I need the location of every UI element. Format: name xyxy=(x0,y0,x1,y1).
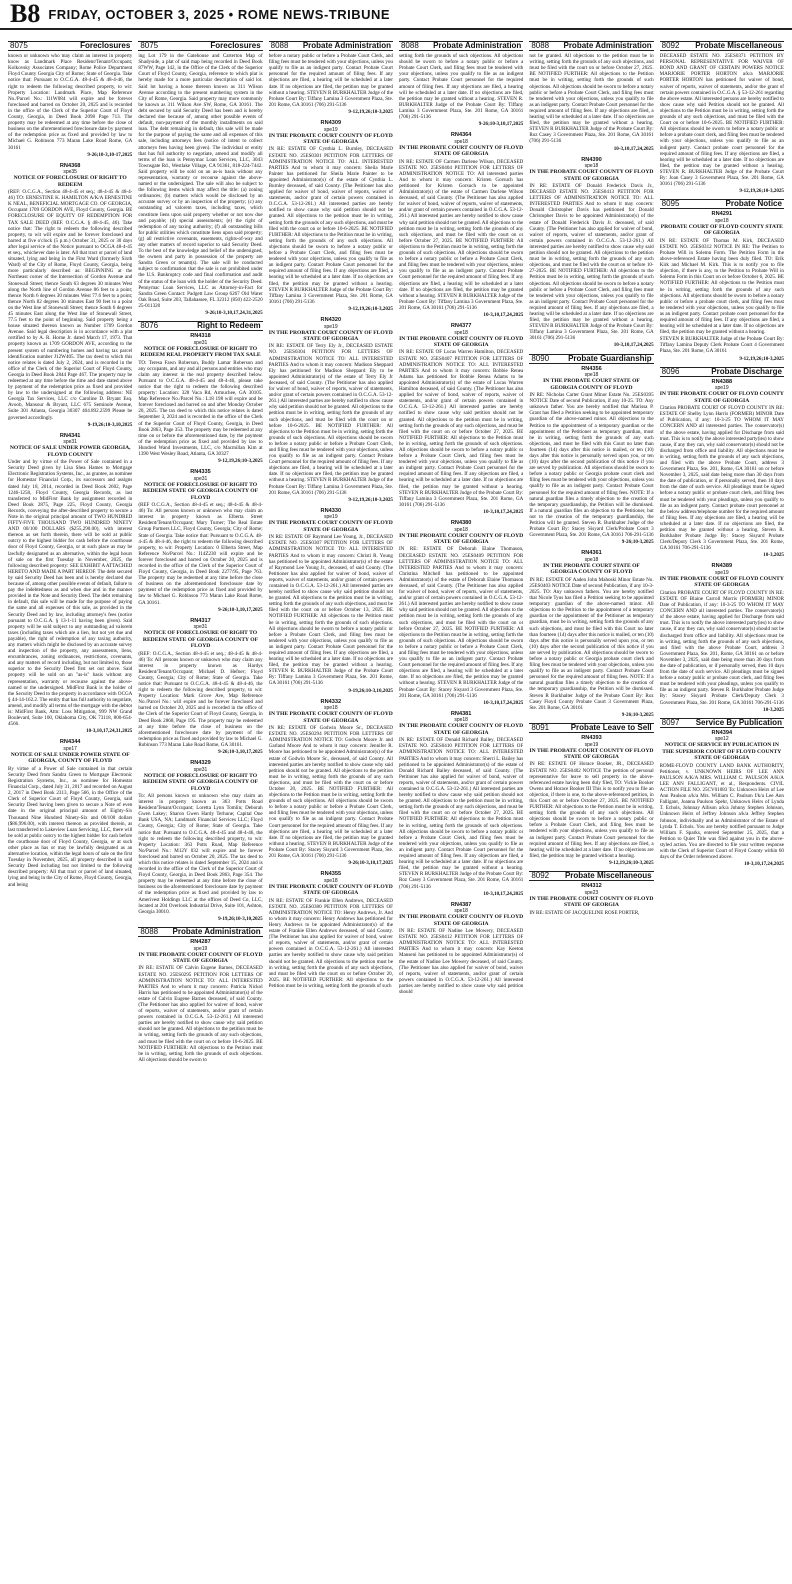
masthead xyxy=(0,0,792,30)
section-code: 8092 xyxy=(531,871,550,881)
notice-code: spe19 xyxy=(324,126,338,133)
notice-code: spe18 xyxy=(454,717,468,724)
notice-run-dates: 9-26;10-3,2025 xyxy=(621,539,654,546)
notice-body: Under and by virtue of the Power of Sale contained in a Security Deed given by Lisa Shea Hames to Mortgage Electronic Registration Systems, Inc., as grantee, as nominee for Homestar Financial Corp., its successors and assigns dated July 18, 2014, recorded in Deed Book 2602, Page 1246-1258, Floyd County, Georgia Records, as last transferred to MidFirst Bank by assignment recorded in Deed Book 2875, Page 225, Floyd County, Georgia Records, conveying the after-described property to secure a Note in the original principal amount of TWO HUNDRED FIFTY-FIVE THOUSAND TWO HUNDRED NINETY AND 00/100 DOLLARS ($255,290.00), with interest thereon as set forth therein, there will be sold at public outcry to the highest bidder for cash before the courthouse door of Floyd County, Georgia, or at such place as may be lawfully designated as an alternative, within the legal hours of sale on the first Tuesday in November, 2025, the following described property: SEE EXHIBIT A ATTACHED HERETO AND MADE A PART HEREOF. The debt secured by said Security Deed has been and is hereby declared due because of, among other possible events of default, failure to pay the indebtedness as and when due and in the manner provided in the Note and Security Deed. The debt remaining in default, this sale will be made for the purpose of paying the same and all expenses of this sale, as provided in the Security Deed and by law, including attorney's fees (notice pursuant to O.C.G.A. § 13-1-11 having been given). Said property will be sold subject to any outstanding ad valorem taxes (including taxes which are a lien, but not yet due and payable), the right of redemption of any taxing authority, any matters which might be disclosed by an accurate survey and inspection of the property, any assessments, liens, encumbrances, zoning ordinances, restrictions, covenants, and any matters of record including, but not limited to, those superior to the Security Deed first set out above. Said property will be sold on an "as-is" basis without any representation, warranty or recourse against the above-named or the undersigned. MidFirst Bank is the holder of the Security Deed to the property in accordance with OCGA § 44-14-162.2. The entity that has full authority to negotiate, amend, and modify all terms of the mortgage with the debtor is: MidFirst Bank, Attn: Loss Mitigation, 999 NW Grand Boulevard, Suite 100, Oklahoma City, OK 73118, 800-654-4566. xyxy=(8,459,133,728)
notice-run-dates: 9-26;10-3,2025 xyxy=(621,711,654,718)
notice-body: IN RE: ESTATE OF Calvin Eugene Barnes, DECEASED ESTATE NO. 25ES0295 PETITION FOR LETTERS OF ADMINISTRATION NOTICE TO: ALL INTERESTED PARTIES And to whom it may concern: Patricia Nickol Harris has petitioned to be appointed Administrator(s) of the estate of Calvin Eugene Barnes deceased, of said County. (The Petitioner has also applied for waiver of bond, waiver of reports, waiver of statements, and/or grant of certain powers contained in O.C.G.A. 53-12-261.) All interested parties are hereby notified to show cause why said petition should not be granted. All objections to the petition must be in writing, setting forth the grounds of any such objections, and must be filed with the court on or before 10-6-2025. BE NOTIFIED FURTHER: All objections to the Petition must be in writing, setting forth the grounds of such objections. All objections should be sworn to xyxy=(138,965,263,1063)
section-header xyxy=(529,354,653,364)
notice-id: RN4364 xyxy=(450,132,472,139)
column-2 xyxy=(138,38,262,1578)
notice-id: RN4389 xyxy=(711,563,733,570)
legal-notice xyxy=(269,699,393,867)
column-3 xyxy=(269,38,393,1578)
notice-title: IN THE PROBATE COURT COUNTY OF FLOYD STATE OF GEORGIA xyxy=(268,711,393,724)
notice-title: NOTICE OF SERVICE BY PUBLICATION IN THE SUPERIOR COURT OF FLOYD COUNTY STATE OF GEORGIA xyxy=(662,742,782,762)
notice-code: spe18 xyxy=(584,556,599,563)
notice-body: Citation PROBATE COURT OF FLOYD COUNTY IN RE: ESTATE OF Shelby Lynn Harris (FORMER) MINOR Date of Publication, if any: 10-3-25 TO WHOM IT MAY CONCERN AND all interested parties. The conservator(s) of the above estate, having applied for Discharge from said trust. This is to notify the above interested party(ies) to show cause, if any they can, why said conservator(s) should not be discharged from office and liability. All objections must be in writing, setting forth the grounds of any such objections, and filed with the above Probate Court, address 3 Government Plaza, Ste. 201, Rome, GA 30161 on or before November 3, 2025, said date being more than 30 days from the date of publication, or if personally served, then 10 days from the date of such service. All pleadings must be signed before a notary public or probate court clerk, and filing fees must be tendered with your pleadings, unless you qualify to file as an indigent party. Contact probate court personnel at the below address/telephone number for the required amount of filing fees. If any objections are filed, a hearing will be scheduled at a later date. If no objections are filed, the petition may be granted without a hearing. Steven R. Burkhalter Probate Judge By: Stacey Sisyard Probate Clerk/Deputy Clerk 3 Government Plaza, Ste. 201 Rome, GA 30161 706-291-5136 xyxy=(659,405,784,552)
notice-id: RN4388 xyxy=(711,378,733,385)
notice-run-dates: 9-26;10-3,10-17,2025 xyxy=(87,151,133,158)
notice-body: By virtue of a Power of Sale contained in that certain Security Deed from Sandra Green to Mortgage Electronic Registration Systems, Inc., as nominee for Homestar Financial Corp., dated July 31, 2017 and recorded on August 2, 2017 in Deed Book 2313, Page 566, in the Office of the Clerk of Superior Court of Floyd County, Georgia, said Security Deed having been given to secure a Note of even date in the original principal amount of Eighty-Six Thousand Nine Hundred Ninety-Six and 00/100 dollars ($86,996.00), with interest thereon as provided therein, as last transferred to Lakeview Loan Servicing, LLC, there will be sold at public outcry to the highest bidder for cash before the courthouse door of Floyd County, Georgia, or at such other place as has or may be lawfully designated as an alternative location, within the legal hours of sale on the first Tuesday in November, 2025, all property described in said Security Deed including but not limited to the following described property: All that tract or parcel of land situated, lying and being in the City of Rome, Floyd County, Georgia, and being xyxy=(8,765,133,888)
section-header xyxy=(399,41,523,51)
legal-notice xyxy=(8,739,132,887)
notice-code: spe19 xyxy=(584,741,599,748)
notice-body: IN RE: ESTATE OF Frankie Ellen Andrews, DECEASED ESTATE NO. 25ES0380 PETITION FOR LETTERS OF ADMINISTRATION NOTICE TO: Henry Andrews, Jr. And to whom it may concern: Henry Andrews has petitioned for Henry Andrews to be appointed Administrator(s) of the estate of Frankie Ellen Andrews deceased, of said County. (The Petitioner has also applied for waiver of bond, waiver of reports, waiver of statements, and/or grant of certain powers contained in O.C.G.A. 53-12-261.) All interested parties are hereby notified to show cause why said petition should not be granted. All objections to the petition must be in writing, setting forth the grounds of any such objections, and must be filed with the court on or before October 20, 2025. BE NOTIFIED FURTHER: All objections to the Petition must be in writing, setting forth the grounds of such xyxy=(268,897,393,989)
page-number: B8 xyxy=(10,0,41,28)
notice-title: IN THE PROBATE COURT OF FLOYD COUNTY STATE OF GEORGIA xyxy=(659,391,784,404)
section-code: 8092 xyxy=(661,41,680,50)
legal-notice xyxy=(529,157,653,349)
notice-code: spe12 xyxy=(714,736,729,743)
notice-run-dates: 9-26;10-3,10,17,2025 xyxy=(478,121,524,128)
notice-id: RN4355 xyxy=(320,871,342,878)
notice-code: spe31 xyxy=(193,624,208,631)
notice-id: RN4312 xyxy=(581,883,602,890)
legal-notice xyxy=(529,53,653,152)
section-header xyxy=(529,41,653,51)
notice-title: IN THE PROBATE COURT COUNTY OF FLOYD STATE OF GEORGIA xyxy=(399,532,524,545)
section-title: Probate Discharge xyxy=(711,366,782,376)
notice-body: DECEASED ESTATE NO. 25ES0371 PETITION BY PERSONAL REPRESENTATIVE FOR WAIVER OF BOND AND GRANT OF CERTAIN POWERS NOTICE MARJORIE PORTER HORTON a/k/a MARJORIE PORTER HORTON has petitioned for waiver of bond, waiver of reports, waiver of statements, and/or the grant of certain powers contained in O.C.G.A. § 53-12-261 regarding the above estate. All interested persons are hereby notified to show cause why said Petition should not be granted. All objections to the Petition must be in writing, setting forth the grounds of any such objections, and must be filed with the Court on or before 10-6-2025. BE NOTIFIED FURTHER: All objections should be sworn to before a notary public or before a probate court clerk, and filing fees must be tendered with your objections, unless you qualify to file as an indigent party. Contact probate court personnel for the required amount of filing fees. If any objections are filed, a hearing will be scheduled at a later date. If no objections are filed, the petition may be granted without a hearing. STEVEN R. BURKHALTER Judge of the Probate Court By: Joan Casey 3 Government Plaza, Ste. 201 Rome, GA 30161 (706) 291-5136 xyxy=(659,53,784,188)
notice-run-dates: 10-3,2025 xyxy=(763,552,784,559)
section-title: Foreclosures xyxy=(210,41,261,50)
notice-body: IN RE: ESTATE OF Horace Booker, JR., DECEASED ESTATE NO. 25ES0402 NOTICE The petition of personal representative for leave to sell property in the above-referenced estate having been duly filed, TO: Vickie Booker Owens and Horace Booker III This is to notify you to file an objection, if there is one, to the above-referenced petition, in this Court on or before October 27, 2025. BE NOTIFIED FURTHER: All objections to the Petition must be in writing, setting forth the grounds of any such objections. All objections should be sworn to before a notary public or before a Probate Court Clerk, and filing fees must be tendered with your objections, unless you qualify to file as an indigent party. Contact Probate Court personnel for the required amount of filing fees. If any objections are filed, a hearing will be scheduled at a later date. If no objections are filed, the petition may be granted without a hearing. xyxy=(529,761,654,859)
legal-notice-columns xyxy=(8,38,784,1578)
notice-signature: STEVEN R BURKHALTER Judge of the Probate Court By: Tiffany Lamina Deputy Clerk Probate Court 4 Government Plaza, Ste. 201 Rome, GA 30161 xyxy=(659,336,784,355)
legal-notice xyxy=(660,563,784,712)
notice-body: IN RE: ESTATE OF Donald Richard Bailey, DECEASED ESTATE NO. 25ES0410 PETITION FOR LETTERS OF ADMINISTRATION NOTICE TO: ALL INTERESTED PARTIES And to whom it may concern: Sherri L. Bailey has petitioned to be appointed Administrator(s) of the estate of Donald Richard Bailey deceased, of said County. (The Petitioner has also applied for waiver of bond, waiver of reports, waiver of statements, and/or grant of certain powers contained in O.C.G.A. 53-12-261.) All interested parties are hereby notified to show cause why said petition should not be granted. All objections to the petition must be in writing, setting forth the grounds of any such objections, and must be filed with the court on or before October 27, 2025. BE NOTIFIED FURTHER: All objections to the Petition must be in writing, setting forth the grounds of such objections. All objections should be sworn to before a notary public or before a Probate Court Clerk, and filing fees must be tendered with your objections, unless you qualify to file as an indigent party. Contact Probate Court personnel for the required amount of filing fees. If any objections are filed, a hearing will be scheduled at a later date. If no objections are filed, the petition may be granted without a hearing. STEVEN R BURKHALTER Judge of the Probate Court By: Roz Casey 3 Government Plaza, Ste. 201 Rome, GA 30161 (706) 291-5136 xyxy=(398,737,524,890)
notice-body: ing Lot 179 in the Gatehouse and Carterton Map of Shadyside, a plat of said map being recorded in Deed Book 87WW, Page 142, in the Office of the Clerk of the Superior Court of Floyd County, Georgia, reference to which plat is hereby made for a more particular description of said lot. Said lot having a house thereon known as 311 Wilson Avenue according to the present numbering system in the City of Rome, Georgia. Said property may more commonly be known as 311 Wilson Ave SW, Rome, GA 30161. The debt secured by said Security Deed has been and is hereby declared due because of, among other possible events of default, non-payment of the monthly installments on said loan. The debt remaining in default, this sale will be made for the purpose of paying the same and all expenses of this sale, including attorneys fees (notice of intent to collect attorneys fees having been given). The individual or entity that has full authority to negotiate, amend and modify all terms of the loan is Pennymac Loan Services, LLC, 3043 Townsgate Rd., Westlake Village, CA 91361, 818-224-7442. Said property will be sold on an as-is basis without any representation, warranty or recourse against the above-named or the undersigned. The sale will also be subject to the following items which may affect the title: (a) zoning ordinances; (b) matters which would be disclosed by an accurate survey or by an inspection of the property; (c) any outstanding ad valorem taxes, including taxes, which constitute liens upon said property whether or not now due and payable; (d) special assessments; (e) the right of redemption of any taxing authority; (f) all outstanding bills for public utilities which constitute liens upon said property; (g) all restrictive covenants, easements, rights-of-way and any other matters of record superior to said Security Deed. To the best of the knowledge and belief of the undersigned, the owners and party in possession of the property are Sandra Green or tenant(s). The sale will be conducted subject to confirmation that the sale is not prohibited under the U.S. Bankruptcy code and final confirmation and audit of the status of the loan with the holder of the Security Deed. Pennymac Loan Services, LLC as Attorney-in-Fact for Sandra Green Contact: Padgett Law Group 6267 Old Water Oak Road, Suite 203, Tallahassee, FL 32312 (850) 422-2520 25-011320 xyxy=(138,53,263,309)
notice-id: RN4380 xyxy=(450,520,472,526)
notice-code: spe35 xyxy=(63,169,77,176)
notice-code: spe18 xyxy=(584,163,599,170)
section-code: 8096 xyxy=(661,366,680,376)
notice-body: Citation PROBATE COURT OF FLOYD COUNTY IN RE: ESTATE OF Blaine Carroll Morris (FORMER) MINOR Date of Publication, if any: 10-3-25 TO WHOM IT MAY CONCERN AND all interested parties. The conservator(s) of the above estate, having applied for Discharge from said trust. This is to notify the above interested party(ies) to show cause, if any they can, why said conservator(s) should not be discharged from office and liability. All objections must be in writing, setting forth the grounds of any such objections, and filed with the above Probate Court, address 3 Government Plaza, Ste. 201, Rome, GA 30161 on or before November 3, 2025, said date being more than 30 days from the date of publication, or if personally served, then 10 days from the date of such service. All pleadings must be signed before a notary public or probate court clerk, and filing fees must be tendered with your pleadings, unless you qualify to file as an indigent party. Steven R. Burkhalter Probate Judge By: Stacey Sisyard Probate Clerk/Deputy Clerk 3 Government Plaza, Ste. 201 Rome, GA 30161 706-291-5136 xyxy=(659,589,784,706)
notice-id: RN4329 xyxy=(190,760,211,767)
legal-notice xyxy=(660,379,784,559)
notice-run-dates: 9-12,19,26;10-3,2025 xyxy=(739,188,784,195)
section-title: Probate Miscellaneous xyxy=(695,41,782,50)
notice-code: spe18 xyxy=(584,372,599,379)
notice-body: IN RE: ESTATE OF Deborah Elaine Thomason, DECEASED ESTATE NO. 25ES0409 PETITION FOR LETTERS OF ADMINISTRATION NOTICE TO: ALL INTERESTED PARTIES And to whom it may concern: Christina Mitchell has petitioned to be appointed Administrator(s) of the estate of Deborah Elaine Thomason deceased, of said County. (The Petitioner has also applied for waiver of bond, waiver of reports, waiver of statements, and/or grant of certain powers contained in O.C.G.A. 53-12-261.) All interested parties are hereby notified to show cause why said petition should not be granted. All objections to the petition must be in writing, setting forth the grounds of any such objections, and must be filed with the court on or before October 27, 2025. BE NOTIFIED FURTHER: All objections to the Petition must be in writing, setting forth the grounds of such objections. All objections should be sworn to before a notary public or before a Probate Court Clerk, and filing fees must be tendered with your objections, unless you qualify to file as an indigent party. Contact Probate Court personnel for the required amount of filing fees. If any objections are filed, a hearing will be scheduled at a later date. If no objections are filed, the petition may be granted without a hearing. STEVEN R BURKHALTER Judge of the Probate Court By: Stacey Sisyard 3 Government Plaza, Ste. 201 Rome, GA 30161 (706) 291-5136 xyxy=(398,546,524,699)
column-4 xyxy=(399,38,523,1578)
notice-body: (REF O.C.G.A., Section 48-4-45 et seq.; 48-4-45 & 48-4-46) To: All persons known or unknown who may claim an interest in property known as Elberta Street Resident/Tenant/Occupant; Mary Turner; The Real Estate Group Partners LLC, Floyd County, Georgia; City of Rome; State of Georgia. Take notice that: Pursuant to O.C.G.A. 48-4-45 & 48-4-46, the right to redeem the following described property, to wit: Property Location: 0 Elberta Street, Map Reference No/Parcel No.: I14Z230 will expire and be forever foreclosed and barred on October 20, 2025 and is recorded in the office of the Clerk of the Superior Court of Floyd County, Georgia, in Deed Book 2277/95, Page 763. The property may be redeemed at any time before the close of business on the aforementioned foreclosure date by payment of the redemption price as fixed and provided by law to Michael G. Robinson 773 Maran Lake Road Rome, GA 30161. xyxy=(138,502,263,606)
notice-id: RN4381 xyxy=(450,710,472,717)
section-code: 8075 xyxy=(140,41,159,50)
section-code: 8097 xyxy=(661,717,680,727)
notice-title: IN THE PROBATE COURT COUNTY OF FLOYD STATE OF GEORGIA xyxy=(399,914,524,927)
column-1 xyxy=(8,38,132,1578)
section-title: Probate Miscellaneous xyxy=(564,871,652,881)
notice-body: IN RE: ESTATE OF Aaden John Mahoski Minor Estate No. 25ES0403 NOTICE Date of second Publication, if any 10-3-2025. TO: Any unknown fathers. You are hereby notified that Nicole Tyus has filed a Petition seeking to be appointed temporary guardian of the above-named minor. All objections to the Petition to the appointment of a temporary guardian or the appointment of the Petitioner as temporary guardian, must be in writing, setting forth the grounds of any such objections, and must be filed with this Court no later than fourteen (14) days after this notice is mailed, or ten (10) days after this notice is personally served upon you, or ten (10) days after the second publication of this notice if you are served by publication. All objections should be sworn to before a notary public or Georgia probate court clerk and filing fees must be tendered with your objections, unless you qualify to file as an indigent party. Contact Probate Court personnel for the required amount of filing fees. NOTE: If a natural guardian files a timely objection to the creation of the temporary guardianship, the Petition will be dismissed. Steven R Burkhalter Judge of the Probate Court By: Roz Casey Floyd County Probate Court 3 Government Plaza, Ste. 201 Rome, GA 30161 xyxy=(529,576,654,711)
notice-id: RN4356 xyxy=(581,365,602,372)
legal-notice xyxy=(399,53,523,127)
section-title: Service By Publication xyxy=(695,717,782,727)
notice-id: RN4341 xyxy=(59,432,81,439)
section-title: Probate Administration xyxy=(433,41,522,50)
section-title: Right to Redeem xyxy=(197,321,261,331)
legal-notice xyxy=(269,53,393,115)
notice-run-dates: 10-3,10,17,24,31,2025 xyxy=(86,728,133,735)
legal-notice xyxy=(138,760,262,922)
notice-id: RN4390 xyxy=(581,156,602,163)
notice-body: TO: Teresa Fawn Roberson, Buddy Lamar Roberson and any occupants, and any and all persons and entities who may claim any interest in the real property described below. Pursuant to O.C.G.A. 48-4-45 and 48-4-46, please take notice that the right to redeem the following described property: Location: 328 Vaca Rd, Armuchee, GA 30105. Map Reference No./Parcel No.: L18 198 will expire and be forever foreclosed and barred on and after Monday October 20, 2025. The tax deed to which this notice relates is dated September 3, 2024 and is recorded in the office of the Clerk of the Superior Court of Floyd County, Georgia, in Deed Book 2863, Page 353. The property may be redeemed at any time on or before the aforementioned date, by the payment of the redemption price as fixed and provided by law to Hundred Wand Investments, LLC, c/o Macmillan Kim at 1390 West Wesley Road, Atlanta, GA 30327 xyxy=(138,359,263,458)
notice-run-dates: 9-19,26;10-3,10,2025 xyxy=(348,687,393,694)
notice-run-dates: 9-12,19,26;10-3,2025 xyxy=(348,108,393,115)
notice-code: spe19 xyxy=(193,945,208,952)
notice-body: IN RE: ESTATE OF Cynthia L. Burnley, DECEASED ESTATE NO. 25ES0301 PETITION FOR LETTERS OF ADMINISTRATION NOTICE TO: ALL INTERESTED PARTIES And to whom it may concern: Sheila Marie Painter has petitioned for Sheila Marie Painter to be appointed Administrator(s) of the estate of Cynthia L. Burnley deceased, of said County. (The Petitioner has also applied for waiver of bond, waiver of reports, waiver of statements, and/or grant of certain powers contained in O.C.G.A. 53-12-261.) All interested parties are hereby notified to show cause why said petition should not be granted. All objections to the petition must be in writing, setting forth the grounds of any such objections, and must be filed with the court on or before 10-6-2025. BE NOTIFIED FURTHER: All objections to the Petition must be in writing, setting forth the grounds of any such objections. All objections should be sworn to before a notary public or before a Probate Court Clerk, and filing fees must be tendered with your objections, unless you qualify to file as an indigent party. Contact Probate Court personnel for the required amount of filing fees. If any objections are filed, a hearing will be scheduled at a later date. If no objections are filed, the petition may be granted without a hearing. STEVEN R BURKHALTER Judge of the Probate Court By: Tiffany Lamina 3 Government Plaza, Ste. 201 Rome, GA 30161 (706) 291-5136 xyxy=(268,146,393,305)
legal-notice xyxy=(399,520,523,706)
notice-run-dates: 9-26;10-3,10,17,2025 xyxy=(218,606,263,613)
legal-notice xyxy=(529,550,653,718)
notice-id: RN4377 xyxy=(450,323,472,330)
notice-body: IN RE: ESTATE OF Nadine Lee Mowery, DECEASED ESTATE NO. 25ES0412 PETITION FOR LETTERS OF ADMINISTRATION NOTICE TO: ALL INTERESTED PARTIES And to whom it may concern: Kay Keeton Manseni has petitioned to be appointed Administrator(s) of the estate of Nadine Lee Mowery deceased, of said County. (The Petitioner has also applied for waiver of bond, waiver of reports, waiver of statements, and/or grant of certain powers contained in O.C.G.A. 53-12-261.) All interested parties are hereby notified to show cause why said petition should xyxy=(398,928,524,996)
notice-run-dates: 9-19,26;10-3,10,2025 xyxy=(87,421,133,428)
notice-title: IN THE PROBATE COURT COUNTY OF FLOYD STATE OF GEORGIA xyxy=(399,723,524,736)
section-header xyxy=(269,41,393,51)
column-6 xyxy=(660,38,784,1578)
legal-notice xyxy=(8,433,132,735)
notice-id: RN4309 xyxy=(320,120,342,127)
legal-notice xyxy=(269,871,393,989)
notice-title: IN THE PROBATE COURT STATE OF GEORGIA COUNTY OF FLOYD xyxy=(543,562,640,576)
notice-title: IN THE PROBATE COURT COUNTY OF FLOYD STATE OF GEORGIA xyxy=(529,895,654,909)
section-header xyxy=(660,199,784,209)
notice-code: spe18 xyxy=(454,138,468,145)
legal-notice xyxy=(660,53,784,194)
section-code: 8088 xyxy=(140,926,159,936)
section-code: 8075 xyxy=(10,41,28,50)
notice-run-dates: 9-12,19,26;10-3,2025 xyxy=(218,458,263,465)
legal-notice xyxy=(529,883,653,916)
notice-body: (REF: O.C.G.A., Section 48-4-45 et seq.; 48-4-45 & 48-4-46) TO: ERNESTINE K. HAMILTON A/K/A ERNESTINE K NEAL, BENEFICIAL MORTGAGE CO. OF GEORGIA, Occupant 1709 GORDON AVE, Floyd County, Georgia. BE FORECLOSURE OF EQUITY OF REDEMPTION FOR TAX SALE DEED (REF. O.C.G.A. § 48-4-45, 46). Take notice that: The right to redeem the following described property, to wit will expire and be forever foreclosed and barred at five o'clock (5 p.m.) October 31, 2025 or 30 days after legal service of the Notice pursuant to OCGA 48-4-45 et seq., whichever date is later. All that tract or parcel of land situated, lying and being in the First Ward (formerly Sixth Ward) of the City of Rome, Floyd County, Georgia, being more particularly described as: BEGINNING at the Northeast corner of the Intersection of Gordon Avenue and Stonewall Street; thence South 63 degrees 30 minutes West along the North line of Gordon Avenue 86 feet to a point; thence North 6 degrees 30 minutes West 77.6 feet to a point; thence North 82 degrees 30 minutes East 90 feet to a point on the West line of Stonewall Street; thence South 6 degrees 45 minutes East along the West line of Stonewall Street, 77.5 feet to the point of beginning. Said property being a house situated thereon known as Number 1709 Gordon Avenue. Said legal description is in accordance with a plat certified to by A. R. Horne Jr. dated March 17, 1973. That property known as 1709 GORDON AVE, according to the present system of numbering homes and having tax parcel identification number J12W405. The tax deed to which this notice relates is dated July 2, 2024, and is recorded in the office of the Clerk of the Superior Court of Floyd County, Georgia in Deed Book 2844 Page 467. The property may be redeemed at any time before the time and date stated above by payment of the redemption price as fixed and provided by law to the undersigned at the following address: NE Georgia Tax Services, LLC c/o Caroline D. Bryant Esq. Avoob, Mansour & Bryant, LLC 675 Seminole Avenue, Suite 301 Atlanta, Georgia 30307 404.892.2599 Please be governed accordingly. xyxy=(8,189,133,421)
notice-run-dates: 10-3,10,17,24,2025 xyxy=(613,145,654,152)
notice-id: RN4287 xyxy=(190,939,211,945)
notice-title: IN THE PROBATE COURT STATE OF GEORGIA COUNTY OF FLOYD xyxy=(543,378,640,391)
notice-id: RN4335 xyxy=(190,469,211,476)
section-title: Probate Administration xyxy=(172,926,261,936)
notice-body: before a notary public or before a Probate Court Clerk, and filing fees must be tendered with your objections, unless you qualify to file as an indigent party. Contact Probate Court personnel for the required amount of filing fees. If any objections are filed, a hearing will be scheduled at a later date. If no objections are filed, the petition may be granted without a hearing. STEVEN R BURKHALTER Judge of the Probate Court By: Tiffany Lamina 3 Government Plaza, Ste. 201 Rome, GA 30161 (706) 291-5136 xyxy=(268,53,393,108)
notice-run-dates: 9-12,19,26;10-3,2025 xyxy=(609,859,654,866)
notice-title: IN THE PROBATE COURT COUNTY OF FLOYD STATE OF GEORGIA xyxy=(268,329,393,342)
section-header xyxy=(8,41,132,51)
notice-title: IN THE PROBATE COURT COUNTY OF FLOYD STATE OF GEORGIA xyxy=(529,169,654,182)
notice-body: IN RE: ESTATE OF Donald Frederick Davis Jr., DECEASED ESTATE NO. 25ES0413 PETITION FOR LETTERS OF ADMINISTRATION NOTICE TO: ALL INTERESTED PARTIES And to whom it may concern: Donald Christopher Davis has petitioned for Donald Christopher Davis to be appointed Administrator(s) of the estate of Donald Frederick Davis Jr. deceased, of said County. (The Petitioner has also applied for waiver of bond, waiver of reports, waiver of statements, and/or grant of certain powers contained in O.C.G.A. 53-12-261.) All interested parties are hereby notified to show cause why said petition should not be granted. All objections to the petition must be in writing, setting forth the grounds of any such objections, and must be filed with the court on or before 10-27-2025. BE NOTIFIED FURTHER: All objections to the Petition must be in writing, setting forth the grounds of such objections. All objections should be sworn to before a notary public or before a Probate Court Clerk, and filing fees must be tendered with your objections, unless you qualify to file as an indigent party. Contact Probate Court personnel for the required amount of filing fees. If any objections are filed, a hearing will be scheduled at a later date. If no objections are filed, the petition may be granted without a hearing. STEVEN R BURKHALTER Judge of the Probate Court By: Tiffany Lamina 3 Government Plaza, Ste. 201 Rome, GA 30161 (706) 291-5136 xyxy=(529,183,654,342)
notice-title: IN THE PROBATE COURT COUNTY OF FLOYD STATE OF GEORGIA xyxy=(138,951,263,964)
legal-notice xyxy=(138,618,262,755)
notice-id: RN4317 xyxy=(190,617,211,624)
section-header xyxy=(529,871,653,881)
notice-body: known or unknown who may claim an interest in property know as Landmark Place Resident/Tenant/Occupant; Kolkovsky Associates Company; Rome Police Department Floyd County Georgia City of Rome; State of Georgia. Take notice that: Pursuant to O.C.G.A. 48-4-45 & 48-4-46, the right to redeem the following described property, to wit: Property Location: Landmark Place, Map Reference No./Parcel No.: I11W084 will expire and be forever foreclosed and barred on October 20, 2025 and is recorded in the office of the Clerk of the Superior Court of Floyd County, Georgia, in Deed Book 2098 Page 713. The property may be redeemed at any time before the close of business on the aforementioned foreclosure date by payment of the redemption price as fixed and provided by law to Michael G. Robinson 773 Maran Lake Road Rome, GA 30161 xyxy=(8,53,133,151)
notice-run-dates: 9-26;10-3,10,17,2025 xyxy=(218,749,263,756)
section-header xyxy=(529,723,653,733)
legal-notice xyxy=(399,323,523,515)
dateline: FRIDAY, OCTOBER 3, 2025 • ROME NEWS-TRIBUNE xyxy=(48,6,391,22)
notice-id: RN4394 xyxy=(711,729,733,736)
legal-notice xyxy=(8,53,132,158)
notice-body: IN RE: ESTATE OF Carmen Darlene Wilson, DECEASED ESTATE NO. 25ES0404 PETITION FOR LETTERS OF ADMINISTRATION NOTICE TO: All interested parties And to whom it may concern: Kristen Gorsuch has petitioned for Kristen Gorsuch to be appointed Administrator(s) of the estate of Carmen Darlene Wilson deceased, of said County. (The Petitioner has also applied for waiver of bond, waiver of reports, waiver of statements, and/or grant of certain powers contained in O.C.G.A. 53-12-261.) All interested parties are hereby notified to show cause why said petition should not be granted. All objections to the petition must be in writing, setting forth the grounds of any such objections, and must be filed with the court on or before October 27, 2025. BE NOTIFIED FURTHER: All objections to the Petition must be in writing, setting forth the grounds of such objections. All objections should be sworn to before a notary public or before a Probate Court Clerk, and filing fees must be tendered with your objections, unless you qualify to file as an indigent party. Contact Probate Court personnel for the required amount of filing fees. If any objections are filed, a hearing will be scheduled at a later date. If no objections are filed, the petition may be granted without a hearing. STEVEN R BURKHALTER Judge of the Probate Court By: Tiffany Lamina 3 Government Plaza, Ste. 201 Rome, GA 30161 (706) 291-5136 xyxy=(398,158,524,311)
section-header xyxy=(138,41,262,51)
notice-run-dates: 10-3,10,17,24,2025 xyxy=(613,342,654,349)
notice-id: RN4330 xyxy=(320,507,342,514)
section-code: 8088 xyxy=(400,41,419,50)
notice-code: spe18 xyxy=(454,329,468,336)
notice-title: IN THE PROBATE COURT COUNTY OF FLOYD STATE OF GEORGIA xyxy=(268,520,393,533)
notice-id: RN4320 xyxy=(320,316,342,323)
notice-run-dates: 10-3,2025 xyxy=(763,706,784,713)
notice-run-dates: 9-19,26;10-3,10,2025 xyxy=(218,915,263,922)
notice-code: spe31 xyxy=(63,439,77,446)
section-title: Probate Notice xyxy=(725,199,782,209)
notice-code: spe18 xyxy=(714,217,729,224)
section-title: Probate Administration xyxy=(302,41,391,50)
notice-run-dates: 9-12,19,26;10-3,2025 xyxy=(348,496,393,503)
section-code: 8076 xyxy=(140,321,159,331)
notice-id: RN4361 xyxy=(581,550,602,557)
section-code: 8091 xyxy=(531,722,550,732)
notice-id: RN4368 xyxy=(59,162,81,169)
legal-notice xyxy=(138,333,262,464)
notice-body: IN RE: ESTATE OF Terry Ely Jr., DECEASED ESTATE NO. 25ES0304 PETITION FOR LETTERS OF ADMINISTRATION NOTICE TO: ALL INTERESTED PARTIES And to whom it may concern: Madison Sheppard Ely has petitioned for Madison Sheppard Ely to be appointed Administrator(s) of the estate of Terry Ely Jr deceased, of said County. (The Petitioner has also applied for waiver of bond, waiver of reports, waiver of statements, and/or grant of certain powers contained in O.C.G.A. 53-12-261.) All interested parties are hereby notified to show cause why said petition should not be granted. All objections to the petition must be in writing, setting forth the grounds of any such objections, and must be filed with the court on or before 10-6-2025. BE NOTIFIED FURTHER: All objections to the Petition must be in writing, setting forth the grounds of such objections. All objections should be sworn to before a notary public or before a Probate Court Clerk, and filing fees must be tendered with your objections, unless you qualify to file as an indigent party. Contact Probate Court personnel for the required amount of filing fees. If any objections are filed, a hearing will be scheduled at a later date. If no objections are filed, the petition may be granted without a hearing. STEVEN R BURKHALTER Judge of the Probate Court By: Tiffany Lamina 3 Government Plaza, Ste. 201 Rome, GA 30161 (706) 291-5136 xyxy=(268,343,393,496)
section-title: Foreclosures xyxy=(80,41,131,50)
notice-title: NOTICE OF FORECLOSURE OF RIGHT TO REDEEM STATE OF GEORGIA COUNTY OF FLOYD xyxy=(142,772,259,792)
notice-body: IN RE: Nicholas Carter Grant Minor Estate No. 25ES0395 NOTICE Date of second Publication, if any 10-25. TO: Any unknown father. You are hereby notified that Marissa P. Grant has filed a Petition seeking to be appointed temporary guardian of the above-named minor. All objections to the Petition to the appointment of a temporary guardian or the appointment of the Petitioner as temporary guardian, must be in writing, setting forth the grounds of any such objections, and must be filed with this Court no later than fourteen (14) days after this notice is mailed, or ten (10) days after this notice is personally served upon you, or ten (10) days after the second publication of this notice if you are served by publication. All objections should be sworn to before a notary public or Georgia probate court clerk and filing fees must be tendered with your objections, unless you qualify to file as an indigent party. Contact Probate Court personnel for the required amount of filing fees. NOTE: If a natural guardian files a timely objection to the creation of the temporary guardianship, the Petition will be dismissed. If a natural guardian files an objection to the Petitioner, but not to the creation of the temporary guardianship, the Petition will be granted. Steven R. Burkhalter Judge of the Probate Court By: Stacey Sisyard Clerk/Probate Court 3 Government Plaza, Ste. 201 Rome, GA 30161 706-291-5136 xyxy=(529,392,654,539)
notice-body: IN RE: ESTATE OF Thomas M. Kirk, DECEASED ESTATE NO. 25ES0312 NOTICE IN RE: The Petition to Probate Will in Solemn Form. The Petition Form in the above-referenced Estate having been duly filed. TO: Erik Kirk and Michael M. Kirk. This is to notify you to file objection, if there is any, to the Petition to Probate Will in Solemn Form in this Court on or before October 6, 2025. BE NOTIFIED FURTHER: All objections to the Petition must be in writing, setting forth the grounds of any such objections. All objections should be sworn to before a notary public or before a probate court clerk, and filing fees must be tendered with your objections, unless you qualify to file as an indigent party. Contact probate court personnel for the required amount of filing fees. If any objections are filed, a hearing will be scheduled at a later date. If no objections are filed, the petition may be granted without a hearing. xyxy=(659,237,784,336)
notice-run-dates: 10-3,10,17,24,2025 xyxy=(483,890,524,897)
notice-run-dates: 10-3,10,17,24,2025 xyxy=(744,861,784,868)
notice-title: NOTICE OF SALE UNDER POWER GEORGIA, FLOYD COUNTY xyxy=(9,445,131,458)
notice-body: To: All persons known or unknown who may claim an interest in property known as 363 Potts Road Resident/Tenant/Occupant; Loretta Lynn Tomlin; Deborah Gwen Lakey; Sharon Gwen Hardy Terhune; Capital One Bank USA, NA; Landmark Financial Services LLC; Floyd County, Georgia; City of Rome; State of Georgia. Take notice that: Pursuant to O.C.G.A. 48-4-45 and 48-4-46, the right to redeem the following described property, to wit: Property Location: 363 Potts Road, Map Reference No/Parcel No.: M12Y 032 will expire and be forever foreclosed and barred on October 20, 2025. The tax deed to which this notice relates is dated September 15, 2024 and is recorded in the office of the Clerk of the Superior Court of Floyd County, Georgia, in Deed Book 2863, Page 354. The property may be redeemed at any time before the close of business on the aforementioned foreclosure date by payment of the redemption price as fixed and provided by law to Amerivest Holdings LLC at the offices of Deed Co, LLC, located at 204 Overlook Industrial Drive, Suite 101, Ashton, Georgia 30010. xyxy=(138,792,263,915)
notice-id: RN4318 xyxy=(190,333,211,340)
section-header xyxy=(138,927,262,937)
section-header xyxy=(660,367,784,377)
legal-notice xyxy=(138,469,262,613)
notice-id: RN4387 xyxy=(450,901,472,908)
notice-code: spe23 xyxy=(584,889,599,896)
section-code: 8088 xyxy=(270,41,289,50)
notice-code: spe31 xyxy=(193,766,208,773)
notice-run-dates: 9-12,19,26;10-3,2025 xyxy=(348,305,393,312)
legal-notice xyxy=(138,53,262,316)
notice-title: NOTICE OF SALE UNDER POWER STATE OF GEORGIA, COUNTY OF FLOYD xyxy=(10,751,130,765)
legal-notice xyxy=(269,508,393,694)
notice-title: NOTICE OF FORECLOSURE OF RIGHT TO REDEEM STATE OF GEORGIA COUNTY OF FLOYD xyxy=(142,630,259,650)
notice-code: spe18 xyxy=(324,705,338,712)
notice-run-dates: 10-3,10,17,24,2025 xyxy=(483,508,524,515)
notice-body: not be granted. All objections to the petition must be in writing, setting forth the grounds of any such objections, and must be filed with the court on or before October 27, 2025. BE NOTIFIED FURTHER: All objections to the Petition must be in writing, setting forth the grounds of such objections. All objections should be sworn to before a notary public or before a Probate Court Clerk, and filing fees must be tendered with your objections, unless you qualify to file as an indigent party. Contact Probate Court personnel for the required amount of filing fees. If any objections are filed, a hearing will be scheduled at a later date. If no objections are filed, the petition may be granted without a hearing. STEVEN R BURKHALTER Judge of the Probate Court By: Roz Casey 3 Government Plaza, Ste. 201 Rome, GA 30161 (706) 291-5136 xyxy=(529,53,654,145)
notice-id: RN4332 xyxy=(320,698,342,705)
section-title: Probate Guardianship xyxy=(568,353,652,363)
legal-notice xyxy=(269,120,393,312)
notice-title: IN THE PROBATE COURT COUNTY OF FLOYD STATE OF GEORGIA xyxy=(399,144,524,158)
legal-notice xyxy=(399,902,523,995)
notice-title: PROBATE COURT OF FLOYD COUNTY STATE OF GEORGIA xyxy=(660,223,783,237)
notice-code: spe18 xyxy=(324,877,338,884)
legal-notice xyxy=(660,730,784,867)
notice-body: IN RE: ESTATE OF JACQUELINE ROSE PORTER, xyxy=(529,909,640,916)
notice-title: NOTICE OF FORECLOSURE OF RIGHT TO REDEEM STATE OF GEORGIA COUNTY OF FLOYD xyxy=(142,481,259,501)
section-header xyxy=(138,321,262,331)
section-code: 8090 xyxy=(531,353,550,363)
notice-run-dates: 9-26;10-3,10,17,24,31,2025 xyxy=(205,310,263,317)
notice-id: RN4291 xyxy=(711,211,733,218)
notice-code: spe18 xyxy=(454,908,468,915)
notice-code: spe19 xyxy=(324,323,338,330)
notice-title: IN THE PROBATE COURT OF FLOYD COUNTY STATE OF GEORGIA xyxy=(659,576,784,589)
notice-body: ROME-FLOYD COUNTY LAND BANK AUTHORITY, Petitioner, v. UNKNOWN HEIRS OF LEE ANN PAULSON A/K/A MRS. WILLIAM C. PAULSON A/K/A LEE ANN FALLIGANT, et al., Respondents. CIVIL ACTION FILE NO. 25CV01083 To: Unknown Heirs of Lee Ann Paulson a/k/a Mrs. William C. Paulson f/k/a Lee Ann Falligant, Joanna Paulson Spehr, Unknown Heirs of Lynda T. Echols, Johnnay Allison a/k/a Johnny Stephen Johnson, Unknown Heirs of Jeffrey Johnson a/k/a Jeffrey Stephen Johnson, individually and as Administrator of the Estate of Lynda T. Echols. You are hereby notified pursuant to Judge William F. Sparks, entered September 25, 2025, that a Petition to Quiet Title was filed against you in the above-styled action. You are directed to file your written response with the Clerk of Superior Court of Floyd County within 60 days of the Order referenced above. xyxy=(659,762,784,861)
notice-body: (REF: O.C.G.A., Section 48-4-45 et seq.; 48-4-45 & 48-4-46) To: All persons known or unknown who may claim any interest in property known as Hardys Resident/Tenant/Occupant; Michael D. Hefner; Floyd County, Georgia; City of Rome; State of Georgia. Take notice that: Pursuant to O.C.G.A. 48-4-45 & 48-4-46, the right to redeem the following described property, to wit: Property Location: Mark Grove Ave, Map Reference No./Parcel No.: will expire and be forever foreclosed and barred on October 20, 2025 and is recorded in the office of the Clerk of the Superior Court of Floyd County, Georgia, in Deed Book 2868, Page 195. The property may be redeemed at any time before the close of business on the aforementioned foreclosure date by payment of the redemption price as fixed and provided by law to Michael G. Robinson 773 Maran Lake Road Rome, GA 30161. xyxy=(138,650,263,748)
notice-id: RN4344 xyxy=(59,739,81,746)
section-header xyxy=(660,41,784,51)
notice-run-dates: 10-3,10,17,24,2025 xyxy=(483,699,524,706)
notice-run-dates: 10-3,10,17,24,2025 xyxy=(483,311,524,318)
section-title: Probate Administration xyxy=(563,41,652,50)
notice-title: IN THE PROBATE COURT COUNTY OF FLOYD STATE OF GEORGIA xyxy=(268,883,393,897)
legal-notice xyxy=(529,366,653,546)
legal-notice xyxy=(399,711,523,897)
legal-notice xyxy=(138,939,262,1063)
notice-run-dates: 9-12,19,26;10-3,2025 xyxy=(739,355,784,362)
notice-body: IN RE: ESTATE OF Lucas Warren Hamilton, DECEASED ESTATE NO. 25ES0407 PETITION FOR LETTERS OF ADMINISTRATION NOTICE TO: ALL INTERESTED PARTIES And to whom it may concern: Bobbie Renea Adams has petitioned for Bobbie Renea Adams to be appointed Administrator(s) of the estate of Lucas Warren Hamilton deceased, of said County. (The Petitioner has also applied for waiver of bond, waiver of reports, waiver of statements, and/or grant of certain powers contained in O.C.G.A. 53-12-261.) All interested parties are hereby notified to show cause why said petition should not be granted. All objections to the petition must be in writing, setting forth the grounds of any such objections, and must be filed with the court on or before October 27, 2025. BE NOTIFIED FURTHER: All objections to the Petition must be in writing, setting forth the grounds of such objections. All objections should be sworn to before a notary public or before a Probate Court Clerk, and filing fees must be tendered with your objections, unless you qualify to file as an indigent party. Contact Probate Court personnel for the required amount of filing fees. If any objections are filed, a hearing will be scheduled at a later date. If no objections are filed, the petition may be granted without a hearing. STEVEN R BURKHALTER Judge of the Probate Court By: Tiffany Lamina 3 Government Plaza, Ste. 201 Rome, GA 30161 (706) 291-5136 xyxy=(398,349,524,508)
notice-run-dates: 9-26;10-3,10,17,2025 xyxy=(348,860,393,867)
notice-id: RN4393 xyxy=(581,735,602,742)
legal-notice xyxy=(269,317,393,503)
notice-title: IN THE PROBATE COURT COUNTY OF FLOYD STATE OF GEORGIA xyxy=(529,747,654,761)
notice-code: spe19 xyxy=(714,385,729,392)
notice-title: IN THE PROBATE COURT COUNTY OF FLOYD STATE OF GEORGIA xyxy=(399,335,524,349)
legal-notice xyxy=(660,211,784,361)
notice-body: IN RE: ESTATE OF Raymond Lee Young, Jr., DECEASED ESTATE NO. 25ES0307 PETITION FOR LETTERS OF ADMINISTRATION NOTICE TO: ALL INTERESTED PARTIES And to whom it may concern: Christi R. Young has petitioned to be appointed Administrator(s) of the estate of Raymond Lee Young Jr., deceased, of said County. (The Petitioner has also applied for waiver of bond, waiver of reports, waiver of statements, and/or grant of certain powers contained in O.C.G.A. 53-12-261.) All interested parties are hereby notified to show cause why said petition should not be granted. All objections to the petition must be in writing, setting forth the grounds of any such objections, and must be filed with the court on or before October 13, 2025. BE NOTIFIED FURTHER: All objections to the Petition must be in writing, setting forth the grounds of such objections. All objections should be sworn to before a notary public or before a Probate Court Clerk, and filing fees must be tendered with your objections, unless you qualify to file as an indigent party. Contact Probate Court personnel for the required amount of filing fees. If any objections are filed, a hearing will be scheduled at a later date. If no objections are filed, the petition may be granted without a hearing. STEVEN R. BURKHALTER Judge of the Probate Court By: Tiffany Lamina 3 Government Plaza, Ste. 201 Rome, GA 30161 (706) 291-5136 xyxy=(268,534,393,687)
notice-code: spe19 xyxy=(714,570,729,577)
notice-title: NOTICE OF FORECLOSURE OF RIGHT TO REDEEM xyxy=(13,175,127,188)
notice-body: setting forth the grounds of such objections. All objections should be sworn to before a notary public or before a Probate Court Clerk, and filing fees must be tendered with your objections, unless you qualify to file as an indigent party. Contact Probate Court personnel for the required amount of filing fees. If any objections are filed, a hearing will be scheduled at a later date. If no objections are filed, the petition may be granted without a hearing. STEVEN R. BURKHALTER Judge of the Probate Court By: Tiffany Lamina 3 Government Plaza, Ste. 201 Rome, GA 30161 (706) 291-5136 xyxy=(398,53,524,121)
legal-notice xyxy=(529,735,653,866)
legal-notice xyxy=(8,163,132,428)
section-header xyxy=(660,718,784,728)
legal-notice xyxy=(399,132,523,318)
column-5 xyxy=(529,38,653,1578)
notice-code: spe18 xyxy=(454,526,468,533)
notice-code: spe17 xyxy=(63,745,77,752)
notice-title: IN THE PROBATE COURT COUNTY OF FLOYD STATE OF GEORGIA xyxy=(268,132,393,146)
notice-title: NOTICE OF FORECLOSURE OF RIGHT TO REDEEM REAL PROPERTY FROM TAX SALE xyxy=(140,345,261,359)
notice-body: IN RE: ESTATE OF Godwin Moore Sr., DECEASED ESTATE NO. 25ES0294 PETITION FOR LETTERS OF ADMINISTRATION NOTICE TO: Godwin Moore Jr. and Garland Moore And to whom it may concern: Jennifer R. Moore has petitioned to be appointed Administrator(s) of the estate of Godwin Moore Sr., deceased, of said County. All interested parties are hereby notified to show cause why said petition should not be granted. All objections to the petition must be in writing, setting forth the grounds of any such objections, and must be filed with the court on or before October 20, 2025. BE NOTIFIED FURTHER: All objections to the Petition must be in writing, setting forth the grounds of such objections. All objections should be sworn to before a notary public or before a Probate Court Clerk, and filing fees must be tendered with your objections, unless you qualify to file as an indigent party. Contact Probate Court personnel for the required amount of filing fees. If any objections are filed, a hearing will be scheduled at a later date. If no objections are filed, the petition may be granted without a hearing. STEVEN R BURKHALTER Judge of the Probate Court By: Stacey Sisyard 3 Government Plaza, Ste. 201 Rome, GA 30161 (706) 291-5136 xyxy=(268,725,393,860)
section-code: 8095 xyxy=(661,199,680,209)
notice-code: spe31 xyxy=(193,339,208,346)
notice-code: spe19 xyxy=(324,514,338,521)
section-title: Probate Leave to Sell xyxy=(570,722,652,732)
section-code: 8088 xyxy=(531,41,550,50)
notice-code: spe31 xyxy=(193,475,208,482)
